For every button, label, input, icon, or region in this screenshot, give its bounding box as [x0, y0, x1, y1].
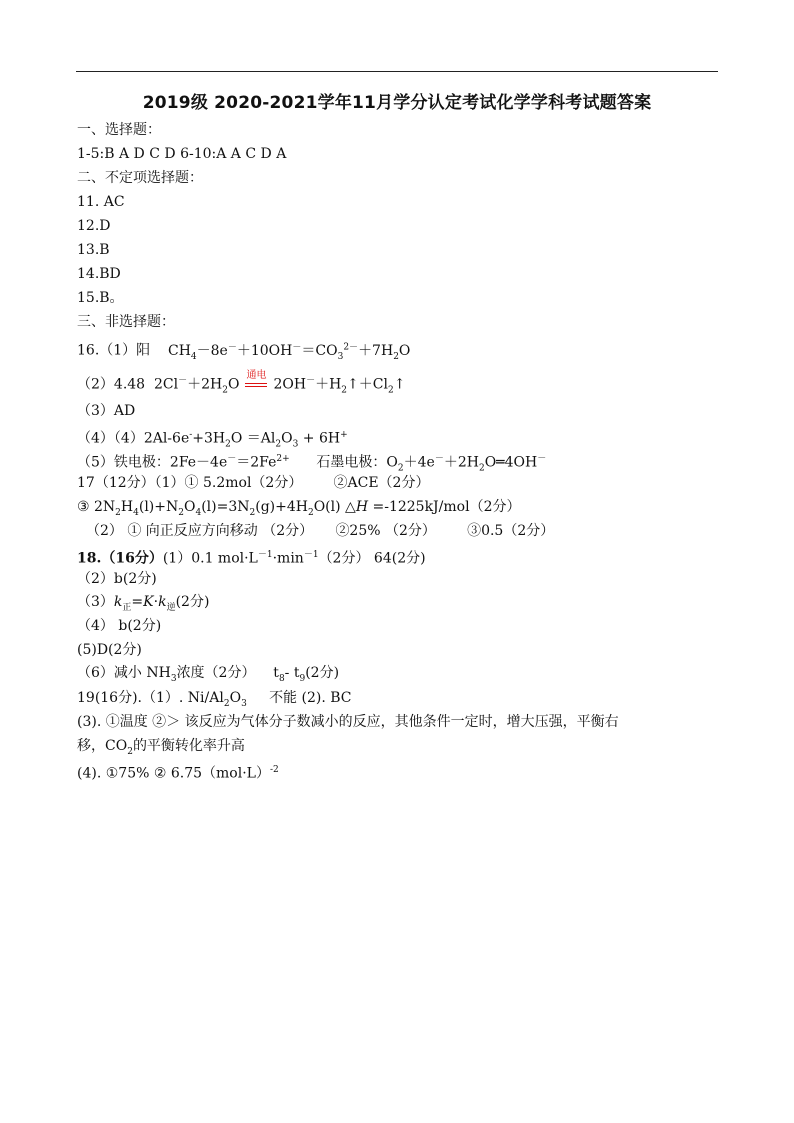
q18-line6: （6）减小 $NH_3$浓度（2分） $t_8-$ $t_9(2$分)	[77, 665, 340, 684]
section-1-answers: 1-5:B A D C D 6-10:A A C D A	[77, 146, 287, 162]
q16-part5: （5）铁电极：$2Fe-4e^-=2Fe^{2+}$ 石墨电极：$O_2+4e^-+2H_2O═4OH^-$	[77, 454, 547, 474]
q18-line1: 18.（16分）(1）0.1 $mol\cdot L^{-1}\cdot\min^{-1}(2$分） 64(2分)	[77, 550, 426, 567]
q17-line3: （2） ① 向正反应方向移动 （2分） ②25% （2分） ③0.5（2分）	[86, 523, 555, 539]
section-2-heading: 二、不定项选择题：	[77, 170, 203, 186]
q19-line4: (4). ①75% ② $6.75(mol\cdot L)^{-2}$	[77, 765, 279, 782]
header-rule	[76, 71, 718, 72]
q19-line2: (3). ①温度 ②＞ 该反应为气体分子数减小的反应，其他条件一定时，增大压强，平衡右	[77, 714, 619, 730]
q16-part4: $(4)(4)2Al-6e^-+3H_2O =Al_2O_3 + 6H^+$	[77, 430, 348, 450]
answer-15: 15.B。	[77, 290, 124, 306]
q16-part2: （2）4.48 $2Cl^-+2H_2O$ 通电 $2OH^-+H_2↑+Cl_2↑$	[77, 369, 406, 396]
section-3-heading: 三、非选择题：	[77, 314, 175, 330]
answer-12: 12.D	[77, 218, 111, 234]
q18-line5: (5)D(2分)	[77, 642, 142, 658]
section-1-heading: 一、选择题：	[77, 122, 161, 138]
electrolysis-condition: 通电	[239, 376, 273, 394]
q18-line2: （2）b(2分)	[77, 571, 157, 587]
q17-line2: ③ $2N_2H_4(l)+N_2O_4(l)=3N_2(g)+4H_2O(l)$ △H =-1225kJ/mol（2分）	[77, 499, 521, 518]
q16-part3: （3）AD	[77, 403, 136, 419]
q18-line4: （4） b(2分)	[77, 618, 162, 634]
q18-line3: $(3)k_正=K\cdot k_逆(2$分)	[77, 594, 210, 613]
page-title: 2019级 2020-2021学年11月学分认定考试化学学科考试题答案	[142, 93, 652, 113]
q16-eq1: $CH_4-8e^-+10OH^-=CO_3^{2-}+7H_2O$	[167, 342, 411, 362]
q19-line1: 19(16分).（1）. $Ni/Al_2O_3$ 不能 (2). BC	[77, 690, 352, 709]
q16-part1: 16.（1）阳 $CH_4-8e^-+10OH^-=CO_3^{2-}+7H_2O$	[77, 342, 411, 362]
answer-11: 11. AC	[77, 194, 125, 210]
q19-line3: 移，$CO_2$的平衡转化率升高	[77, 738, 245, 757]
answer-13: 13.B	[77, 242, 110, 258]
answer-14: 14.BD	[77, 266, 121, 282]
q17-line1: 17（12分）（1）① 5.2mol（2分） ②ACE（2分）	[77, 475, 430, 491]
